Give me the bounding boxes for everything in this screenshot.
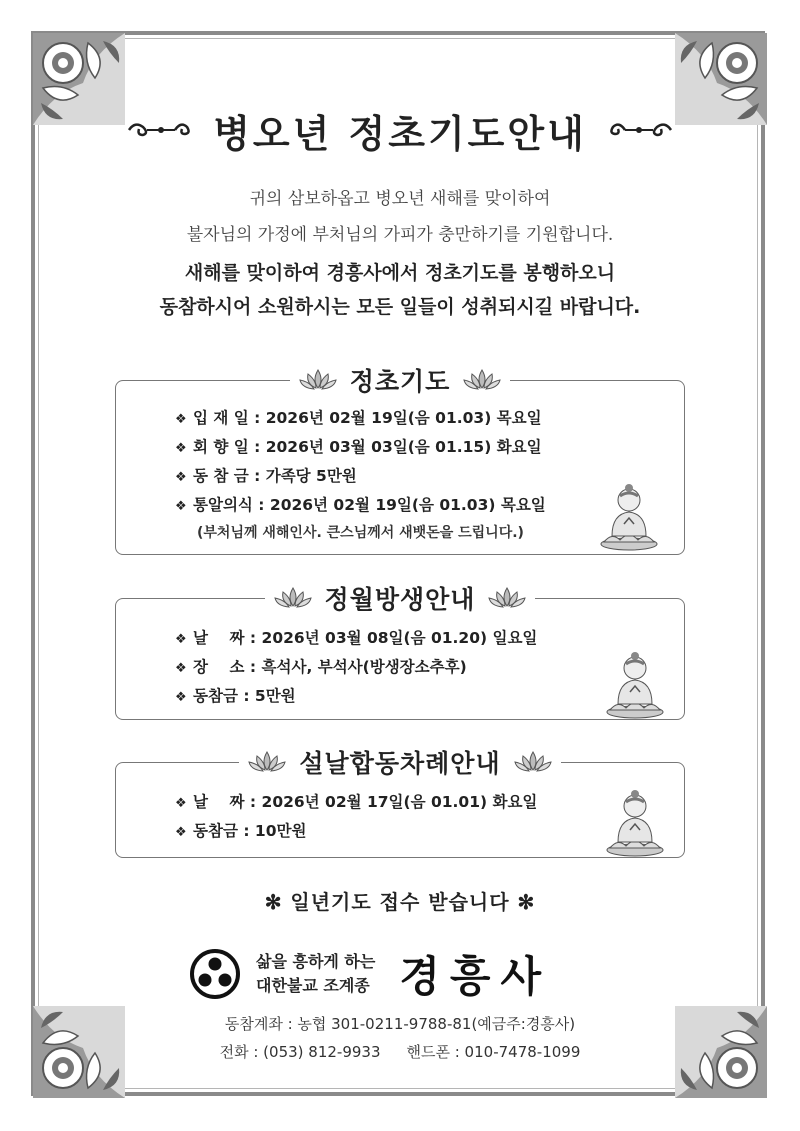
section-heading-row [0, 578, 800, 618]
list-item: ❖ 날 짜 : 2026년 03월 08일(음 01.20) 일요일 [175, 629, 538, 647]
section-heading-row [0, 360, 800, 400]
section-heading: 정월방생안내 [321, 580, 480, 616]
list-item: ❖ 장 소 : 흑석사, 부석사(방생장소추후) [175, 658, 467, 676]
contact-phone: 전화 : (053) 812-9933 [219, 1043, 381, 1061]
jogye-emblem-icon [190, 949, 240, 999]
lotus-icon [273, 586, 313, 610]
list-item: ❖ 회 향 일 : 2026년 03월 03일(음 01.15) 화요일 [175, 438, 542, 456]
title-row [0, 100, 800, 160]
lotus-icon [247, 750, 287, 774]
page-title: 병오년 정초기도안내 [213, 110, 587, 156]
intro-line: 동참하시어 소원하시는 모든 일들이 성취되시길 바랍니다. [159, 296, 641, 318]
asterisk-icon: ✻ [264, 890, 291, 914]
section-heading: 정초기도 [346, 362, 455, 398]
list-item: ❖ 입 재 일 : 2026년 02월 19일(음 01.03) 목요일 [175, 409, 542, 427]
buddha-icon [604, 788, 666, 858]
intro-line: 새해를 맞이하여 경흥사에서 정초기도를 봉행하오니 [184, 262, 616, 284]
lotus-icon [487, 586, 527, 610]
list-item: ❖ 통알의식 : 2026년 02월 19일(음 01.03) 목요일 [175, 496, 546, 514]
section-items [175, 788, 537, 846]
buddha-icon [598, 482, 660, 552]
contact-account: 동참계좌 : 농협 301-0211-9788-81(예금주:경흥사) [224, 1015, 576, 1033]
slogan-line: 삶을 흥하게 하는 [256, 952, 376, 971]
lotus-icon [298, 368, 338, 392]
list-item: ❖ 날 짜 : 2026년 02월 17일(음 01.01) 화요일 [175, 793, 538, 811]
section-note: (부처님께 새해인사. 큰스님께서 새뱃돈을 드립니다.) [197, 525, 524, 541]
section-heading-row [0, 742, 800, 782]
section-heading: 설날합동차례안내 [295, 744, 504, 780]
intro-line: 불자님의 가정에 부처님의 가피가 충만하기를 기원합니다. [186, 225, 614, 245]
section-items [175, 404, 546, 542]
section-items [175, 624, 537, 711]
swirl-ornament-icon [125, 119, 195, 141]
list-item: ❖ 동참금 : 5만원 [175, 687, 296, 705]
temple-logo-row [190, 944, 551, 1004]
list-item: ❖ 동 참 금 : 가족당 5만원 [175, 467, 357, 485]
list-item: ❖ 동참금 : 10만원 [175, 822, 307, 840]
contact-phones [0, 1041, 800, 1062]
slogan-line: 대한불교 조계종 [256, 976, 370, 995]
lotus-icon [462, 368, 502, 392]
asterisk-icon: ✻ [509, 890, 536, 914]
buddha-icon [604, 650, 666, 720]
lotus-icon [513, 750, 553, 774]
temple-name: 경흥사 [399, 952, 552, 1001]
yearly-prayer-notice: ✻ 일년기도 접수 받습니다 ✻ [264, 890, 536, 914]
contact-mobile: 핸드폰 : 010-7478-1099 [406, 1043, 581, 1061]
intro-line: 귀의 삼보하옵고 병오년 새해를 맞이하여 [249, 189, 551, 209]
swirl-ornament-icon [605, 119, 675, 141]
temple-slogan [256, 950, 375, 998]
